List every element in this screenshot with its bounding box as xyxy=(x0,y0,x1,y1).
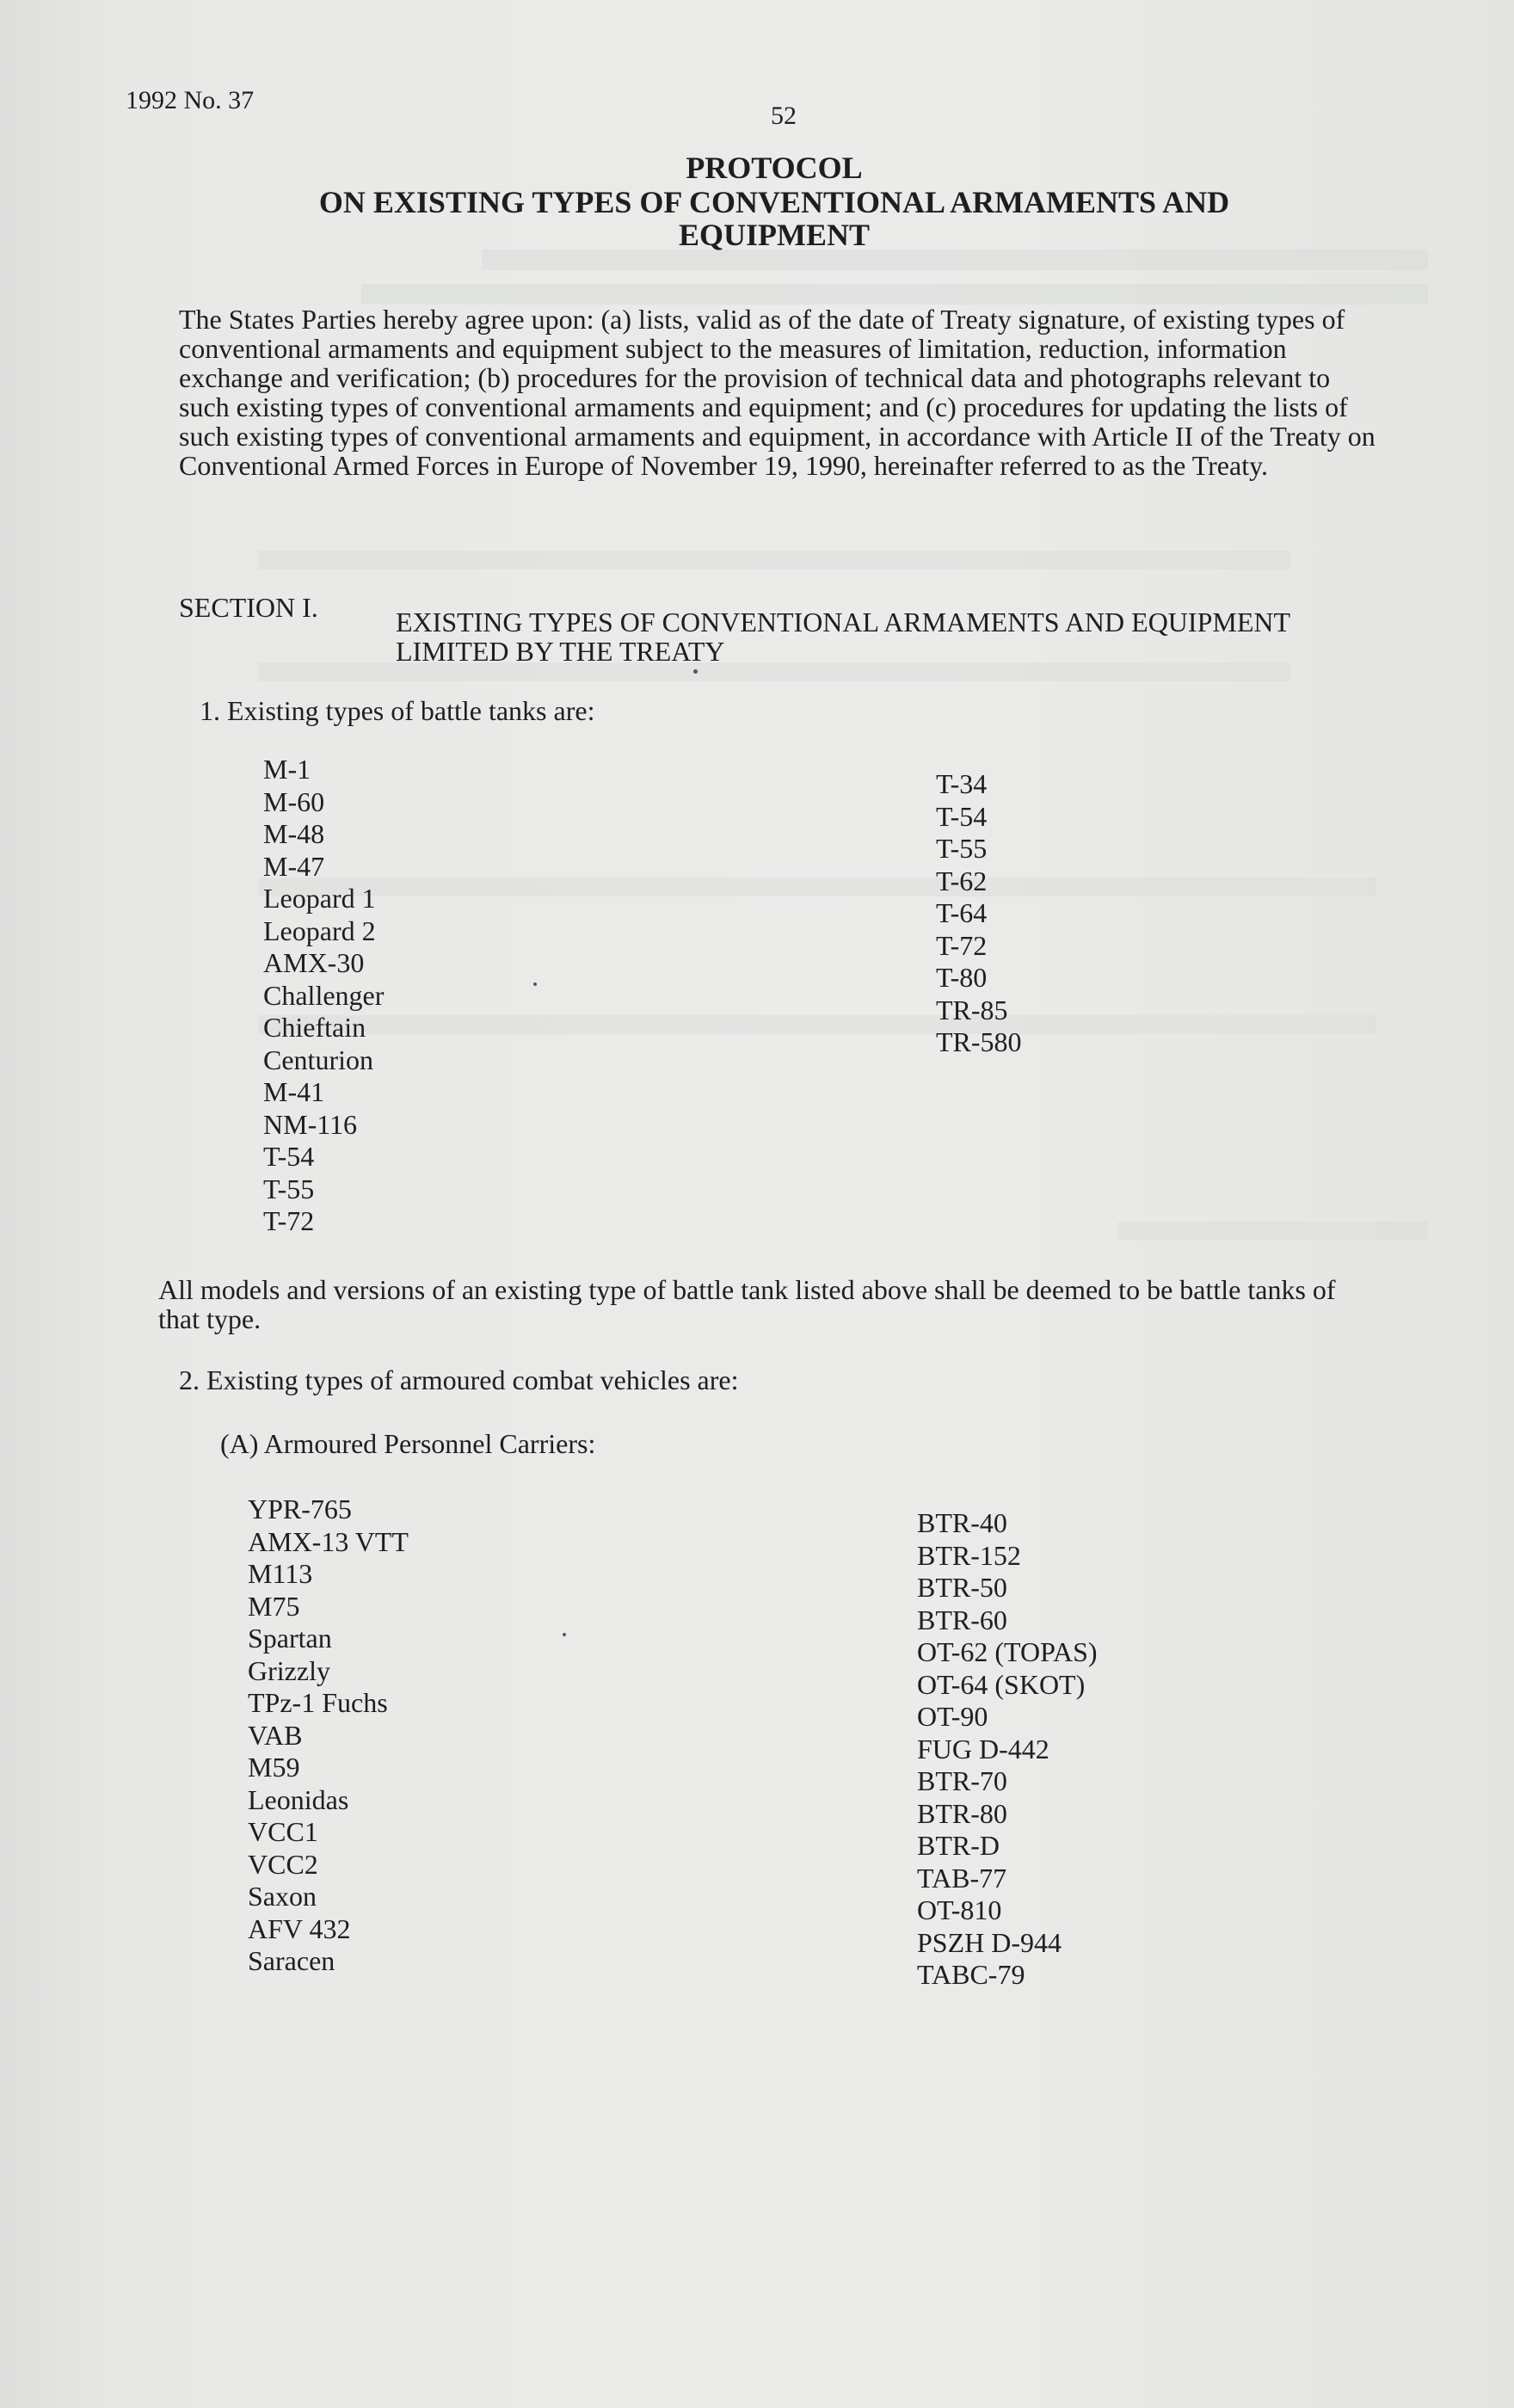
apc-list-left xyxy=(248,1493,409,1978)
battle-tank-item: T-34 xyxy=(936,768,988,799)
battle-tank-item: Leopard 2 xyxy=(263,915,376,946)
battle-tanks-note: All models and versions of an existing type of battle tank listed above shall be deemed to be battle tanks of that type. xyxy=(158,1274,1336,1334)
apc-item: OT-810 xyxy=(917,1894,1002,1925)
battle-tank-item: T-55 xyxy=(936,833,988,864)
battle-tank-item: T-72 xyxy=(263,1205,315,1236)
apc-item: BTR-80 xyxy=(917,1797,1007,1829)
document-reference: 1992 No. 37 xyxy=(126,86,255,114)
battle-tank-item: T-54 xyxy=(263,1141,315,1172)
battle-tank-item: AMX-30 xyxy=(263,947,365,978)
apc-item: Leonidas xyxy=(248,1783,349,1815)
apc-item: OT-62 (TOPAS) xyxy=(917,1636,1098,1667)
apc-item: BTR-60 xyxy=(917,1604,1007,1635)
apc-item: BTR-152 xyxy=(917,1539,1021,1571)
apc-item: BTR-40 xyxy=(917,1507,1007,1538)
battle-tank-item: T-80 xyxy=(936,962,988,993)
apc-item: TPz-1 Fuchs xyxy=(248,1687,388,1718)
apc-subheading: (A) Armoured Personnel Carriers: xyxy=(220,1428,596,1459)
bleed-through-line xyxy=(258,878,1376,896)
armoured-vehicles-heading: 2. Existing types of armoured combat vehicles are: xyxy=(179,1364,739,1395)
apc-item: FUG D-442 xyxy=(917,1733,1049,1764)
apc-item: M113 xyxy=(248,1558,313,1589)
battle-tanks-list-left xyxy=(263,754,384,1238)
apc-item: OT-90 xyxy=(917,1701,988,1732)
page-number: 52 xyxy=(771,102,797,130)
apc-item: YPR-765 xyxy=(248,1493,352,1524)
battle-tanks-list-right xyxy=(936,768,1022,1059)
battle-tank-item: NM-116 xyxy=(263,1108,358,1140)
apc-item: BTR-D xyxy=(917,1830,1000,1861)
battle-tank-item: T-54 xyxy=(936,800,988,832)
battle-tank-item: M-60 xyxy=(263,785,325,817)
print-speck xyxy=(533,982,537,986)
battle-tank-item: Challenger xyxy=(263,979,385,1011)
document-title: PROTOCOL xyxy=(686,151,863,185)
section-label: SECTION I. xyxy=(179,592,318,623)
apc-item: PSZH D-944 xyxy=(917,1926,1062,1958)
apc-item: TABC-79 xyxy=(917,1959,1025,1990)
battle-tank-item: M-48 xyxy=(263,818,325,849)
document-subtitle-line: EQUIPMENT xyxy=(678,218,870,252)
apc-item: M59 xyxy=(248,1752,300,1783)
apc-item: Saracen xyxy=(248,1945,335,1976)
bleed-through-line xyxy=(1118,1222,1428,1241)
apc-item: VAB xyxy=(248,1719,303,1751)
battle-tank-item: T-55 xyxy=(263,1173,315,1204)
bleed-through-line xyxy=(482,249,1428,270)
bleed-through-line xyxy=(361,284,1428,305)
apc-item: BTR-50 xyxy=(917,1572,1007,1603)
bleed-through-line xyxy=(258,1015,1376,1034)
battle-tank-item: Leopard 1 xyxy=(263,883,376,914)
section-title: EXISTING TYPES OF CONVENTIONAL ARMAMENTS AND EQUIPMENT LIMITED BY THE TREATY xyxy=(396,607,1290,667)
bleed-through-line xyxy=(258,551,1290,570)
intro-paragraph: The States Parties hereby agree upon: (a) lists, valid as of the date of Treaty signature, of existing types of conventional armaments and equipment subject to the measures of limitation, reduction, information exchange and verification; (b) procedures for the provision of technical data and photographs relevant to such existing types of conventional armaments and equipment; and (c) procedures for updating the lists of such existing types of conventional armaments and equipment, in accordance with Article II of the Treaty on Conventional Armed Forces in Europe of November 19, 1990, hereinafter referred to as the Treaty. xyxy=(179,304,1376,481)
battle-tank-item: M-41 xyxy=(263,1076,325,1107)
apc-item: Spartan xyxy=(248,1623,332,1654)
battle-tank-item: TR-580 xyxy=(936,1026,1022,1057)
apc-item: TAB-77 xyxy=(917,1862,1007,1894)
apc-item: Grizzly xyxy=(248,1654,330,1686)
document-subtitle-line: ON EXISTING TYPES OF CONVENTIONAL ARMAMENTS AND xyxy=(318,185,1230,219)
battle-tank-item: TR-85 xyxy=(936,994,1008,1025)
print-speck xyxy=(563,1633,566,1636)
battle-tank-item: T-72 xyxy=(936,929,988,961)
battle-tank-item: T-62 xyxy=(936,865,988,896)
apc-item: VCC2 xyxy=(248,1848,318,1880)
battle-tank-item: T-64 xyxy=(936,897,988,928)
apc-item: AFV 432 xyxy=(248,1912,351,1944)
apc-list-right xyxy=(917,1507,1098,1992)
battle-tank-item: Centurion xyxy=(263,1044,373,1075)
battle-tank-item: Chieftain xyxy=(263,1012,366,1043)
apc-item: VCC1 xyxy=(248,1816,318,1847)
battle-tank-item: M-47 xyxy=(263,850,325,882)
apc-item: OT-64 (SKOT) xyxy=(917,1668,1086,1700)
print-speck xyxy=(693,669,698,674)
apc-item: M75 xyxy=(248,1590,300,1622)
apc-item: Saxon xyxy=(248,1881,317,1912)
battle-tanks-heading: 1. Existing types of battle tanks are: xyxy=(200,695,595,726)
battle-tank-item: M-1 xyxy=(263,754,311,785)
apc-item: AMX-13 VTT xyxy=(248,1525,409,1557)
apc-item: BTR-70 xyxy=(917,1765,1007,1796)
